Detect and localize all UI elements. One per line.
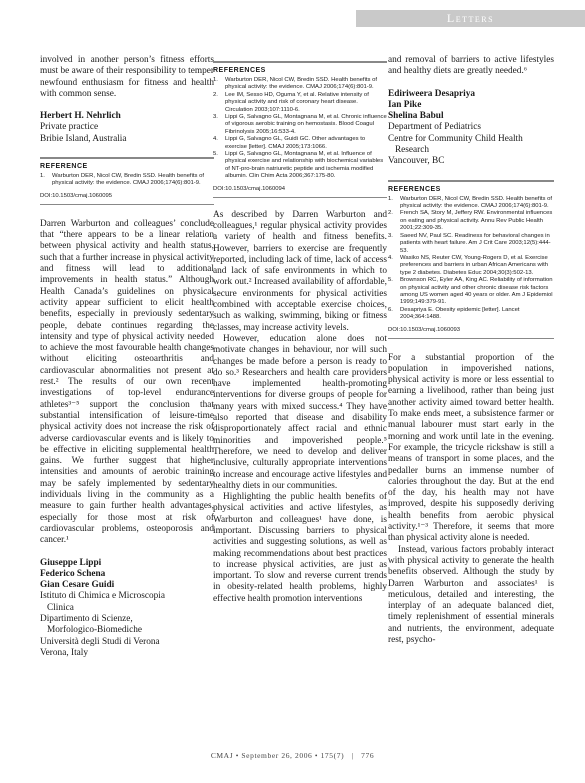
author-name: Herbert H. Nehrlich [40, 111, 121, 122]
section-header [356, 10, 585, 27]
reference-box [388, 180, 554, 339]
affiliation-line: Clinica [40, 602, 74, 613]
author-name: Giuseppe Lippi [40, 557, 102, 568]
affiliation-line: Department of Pediatrics [388, 122, 481, 133]
reference-item: 5. Lippi G, Salvagno GL, Montagnana M, et al. Influence of physical exercise and relationship with biochemical variables of NT-pro-brain natriuretic peptide and ischemia modified albumin. Clin Chim Acta 2006;367:175-80. [213, 151, 384, 180]
reference-item: 6. Desapriya E. Obesity epidemic [letter]. Lancet 2004;364:1488. [388, 306, 520, 321]
doi: DOI:10.1503/cmaj.1060095 [40, 192, 113, 199]
author-name: Shelina Babul [388, 111, 444, 122]
letter-4-paragraph: For a substantial proportion of the population in impoverished nations, physical activity is more or less essential to earning a livelihood, rather than being just another activity aimed toward better health. To make ends meet, a subsistence farmer or manual labourer must start early in the morning and work until late in the evening. For example, the tricycle rickshaw is still a means of transport in some places, and the pedaller burns an immense number of calories throughout the day. But at the end of the day, his health may not have improved, despite his supposedly deriving health benefits from aerobic physical activity.¹⁻³ Therefore, it seems that more than physical activity alone is needed. [388, 352, 554, 544]
affiliation-line: Vancouver, BC [388, 156, 445, 167]
author-name: Ian Pike [388, 99, 422, 110]
reference-item: 4. Lippi G, Salvagno GL, Guidi GC. Other advantages to exercise [letter]. CMAJ 2005;173:1066. [213, 136, 366, 150]
author-name: Federico Schena [40, 568, 106, 579]
doi: DOI:10.1503/cmaj.1060093 [388, 326, 461, 333]
reference-box [213, 61, 387, 198]
letter-1-ending: involved in another person’s fitness efforts must be aware of their responsibility to temper newfound enthusiasm for fitness and health with common sense. [40, 55, 214, 99]
reference-item: 1. Warburton DER, Nicol CW, Bredin SSD. Health benefits of physical activity: the evidence. CMAJ 2006;174(6):801-9. [213, 77, 378, 91]
reference-item: 3. Saeed NV, Paul SC. Readiness for behavioral changes in patients with heart failure. Am J Crit Care 2003;12(5):444-53. [388, 232, 551, 254]
letter-4-paragraph: Instead, various factors probably interact with physical activity to generate the health benefits observed. Although the study by Darren Warburton and associates¹ is meticulous, detailed and interesting, the interplay of an adequate balanced diet, timely replenishment of essential minerals and nutrients, the environment, adequate rest, psycho- [388, 544, 554, 645]
letter-2-body: Darren Warburton and colleagues’ conclude that “there appears to be a linear relation between physical activity and health status, such that a further increase in physical activity and fitness will lead to additional improvements in health status.” Although Health Canada’s guidelines on physical activity appear sufficient to elicit health benefits, especially in previously sedentary people, debate continues regarding the intensity and type of physical activity needed to achieve the most favourable health changes without eliciting osteoarthritis and cardiovascular abnormalities not present at rest.² The results of our own recent investigations of top-level endurance athletes³⁻⁵ support the conclusion that substantial intensification of leisure-time physical activity does not increase the risk of adverse cardiovascular events and is likely to be effective in eliciting supplemental health gains. We further suggest that higher intensities and amounts of aerobic training may be safely implemented by sedentary individuals living in the community as a measure to gain further health advantages, especially for those most at risk of cardiovascular problems, osteoporosis and cancer.¹ [40, 218, 214, 546]
affiliation-line: Morfologico-Biomediche [40, 625, 142, 636]
reference-item: 1. Warburton DER, Nicol CW, Bredin SSD. Health benefits of physical activity: the evidence. CMAJ 2006;174(6):801-9. [40, 173, 205, 187]
reference-title: REFERENCE [40, 163, 88, 171]
affiliation-line: Dipartimento di Scienze, [40, 613, 133, 624]
letter-3-paragraph: Highlighting the public health benefits of physical activities and active lifestyles, as Warburton and colleagues¹ have done, is important. Discussing barriers to physical activities and suggesting solutions, as well as making recommendations about best practices to increase physical activities, are just as important. To slow and reverse current trends in obesity-related health problems, highly effective health promotion interventions [213, 492, 387, 604]
affiliation-line: Private practice [40, 122, 99, 133]
author-name: Gian Cesare Guidi [40, 580, 115, 591]
letter-3-paragraph: As described by Darren Warburton and colleagues,¹ regular physical activity provides a variety of health and fitness benefits. However, barriers to exercise are frequently reported, including lack of time, lack of access and lack of safe environments in which to work out.² Increased availability of affordable, secure environments for physical activities combined with acceptable exercise choices, such as walking, swimming, biking or fitness classes, may increase activity levels. [213, 209, 387, 333]
affiliation-line: Università degli Studi di Verona [40, 636, 160, 647]
affiliation-line: Bribie Island, Australia [40, 133, 127, 144]
page-footer: CMAJ • September 26, 2006 • 175(7) | 776 [210, 751, 375, 760]
affiliation-line: Istituto di Chimica e Microscopia [40, 591, 165, 602]
column-2 [213, 55, 387, 605]
doi: DOI:10.1503/cmaj.1060094 [213, 185, 286, 192]
column-1 [40, 55, 214, 659]
affiliation-line: Research [388, 145, 430, 156]
reference-item: 2. French SA, Story M, Jeffery RW. Environmental influences on eating and physical activity. Annu Rev Public Health 2001;22:309-35. [388, 210, 553, 232]
reference-title: REFERENCES [388, 185, 441, 193]
section-title: Letters [446, 11, 495, 25]
reference-box [40, 157, 214, 205]
reference-item: 3. Lippi G, Salvagno GL, Montagnana M, et al. Chronic influence of vigorous aerobic training on hemostasis. Blood Coagul Fibrinolysis 2005;16:533-4. [213, 114, 387, 135]
reference-title: REFERENCES [213, 67, 266, 74]
reference-item: 1. Warburton DER, Nicol CW, Bredin SSD. Health benefits of physical activity: the evidence. CMAJ 2006;174(6):801-9. [388, 195, 553, 210]
reference-item: 5. Brownson RC, Eyler AA, King AC. Reliability of information on physical activity and other chronic disease risk factors among US women aged 40 years or older. Am J Epidemiol 1999;149:379-91. [388, 277, 553, 306]
reference-item: 4. Wasiko NS, Reuter CW, Young-Rogers D, et al. Exercise preferences and barriers in urban African Americans with type 2 diabetes. Diabetes Educ 2004;30(3):502-13. [388, 254, 548, 276]
column-3 [388, 55, 554, 646]
author-name: Ediriweera Desapriya [388, 88, 476, 99]
affiliation-line: Verona, Italy [40, 647, 89, 658]
reference-item: 2. Lee IM, Sesso HD, Oguma Y, et al. Relative intensity of physical activity and risk of coronary heart disease. Circulation 2003;107:1110-6. [213, 91, 369, 113]
letter-3-ending: and removal of barriers to active lifestyles and healthy diets are greatly needed.⁶ [388, 55, 554, 77]
letter-3-paragraph: However, education alone does not motivate changes in behaviour, nor will such changes be made before a person is ready to do so.³ Researchers and health care providers have implemented health-promoting interventions for diverse groups of people for many years with mixed success.⁴ They have also reported that disease and disability disproportionately affect racial and ethnic minorities and impoverished people.⁵ Therefore, we need to develop and deliver inclusive, culturally appropriate interventions to increase and encourage active lifestyles and healthy diets in our communities. [213, 333, 387, 491]
affiliation-line: Centre for Community Child Health [388, 133, 523, 144]
